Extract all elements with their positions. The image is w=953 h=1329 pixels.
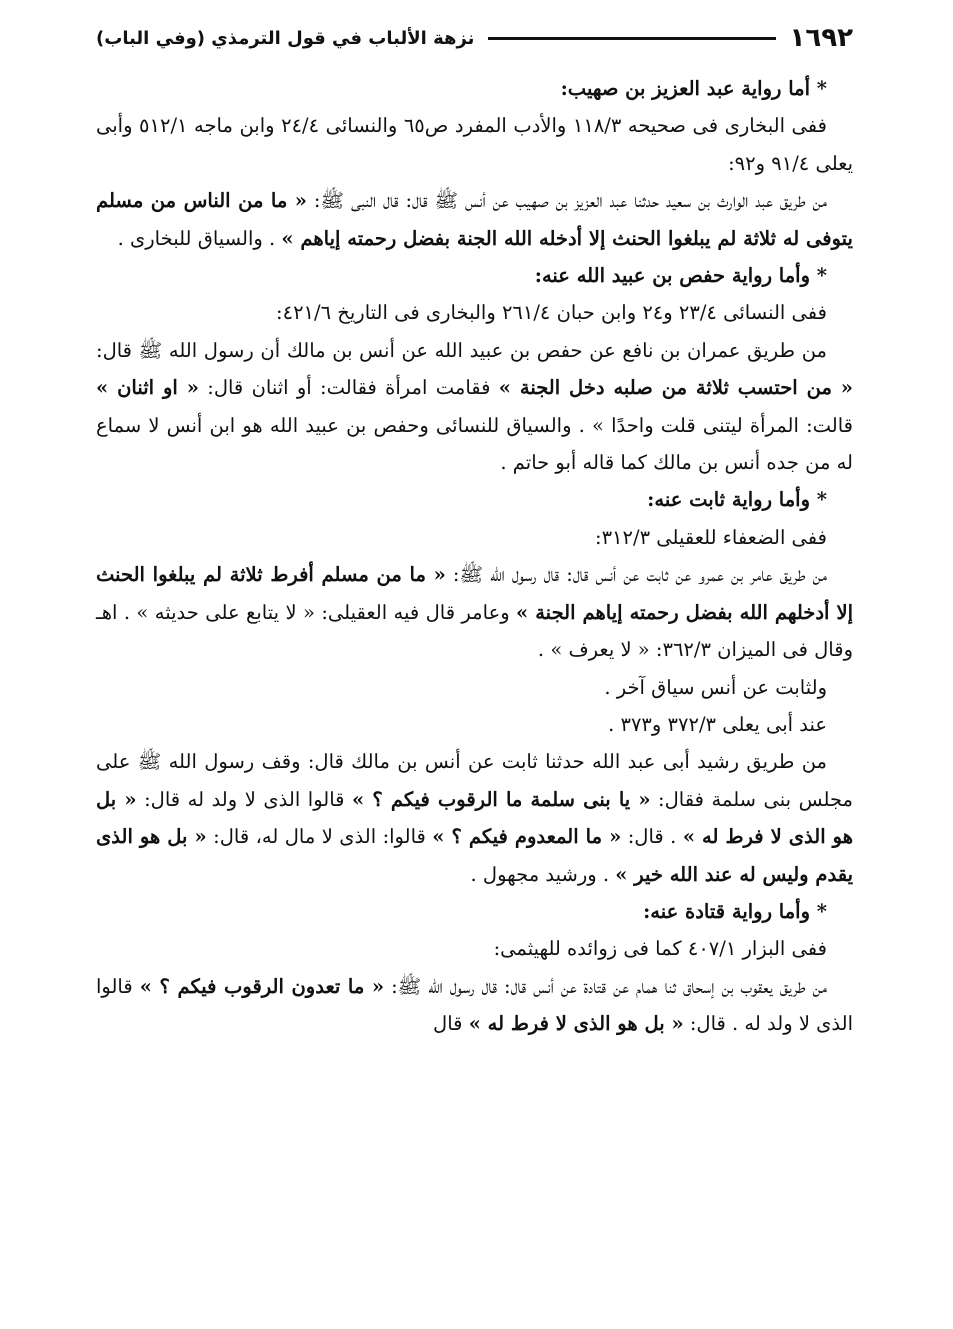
text-run: فقامت امرأة فقالت: أو اثنان قال: xyxy=(198,376,499,400)
text-run: ففى الضعفاء للعقيلى ٣١٢/٣: xyxy=(595,525,827,549)
text-run: عند أبى يعلى ٣٧٢/٣ و٣٧٣ . xyxy=(608,712,827,736)
text-run: قال xyxy=(433,1012,469,1036)
paragraph xyxy=(96,519,853,556)
paragraph xyxy=(96,968,853,1043)
text-run: من طريق رشيد أبى عبد الله حدثنا ثابت عن أنس بن مالك قال: وقف رسول الله ﷺ على مجلس بنى سلمة فقال: xyxy=(96,750,854,811)
text-run: من طريق يعقوب بن إسحاق ثنا همام عن قتادة عن أنس قال: قال رسول الله ﷺ: xyxy=(384,974,827,998)
text-run: من طريق عبد الوارث بن سعيد حدثنا عبد العزيز بن صهيب عن أنس ﷺ قال: قال النبى ﷺ: xyxy=(307,189,828,213)
hadith-quote: « ما من الناس من مسلم يتوفى له ثلاثة لم يبلغوا الحنث إلا أدخله الله الجنة بفضل رحمته إياهم » xyxy=(96,189,853,250)
section-heading: * وأما رواية قتادة عنه: xyxy=(643,899,827,923)
text-run: ولثابت عن أنس سياق آخر . xyxy=(604,675,827,699)
hadith-quote: « بل هو الذى يقدم وليس له عند الله خير » xyxy=(96,825,853,886)
paragraph xyxy=(96,669,853,706)
book-page xyxy=(96,18,853,1329)
hadith-quote: « يا بنى سلمة ما الرقوب فيكم ؟ » xyxy=(352,787,651,811)
text-run: ففى البخارى فى صحيحه ١١٨/٣ والأدب المفرد ص٦٥ والنسائى ٢٤/٤ وابن ماجه ٥١٢/١ وأبى يعلى ٩١/٤ و٩٢: xyxy=(96,114,853,175)
page-header xyxy=(96,18,853,58)
text-run: ففى النسائى ٢٣/٤ و٢٤ وابن حبان ٢٦١/٤ والبخارى فى التاريخ ٤٢١/٦: xyxy=(276,301,827,325)
hadith-quote: « بل هو الذى لا فرط له » xyxy=(468,1012,684,1036)
text-run: ففى البزار ٤٠٧/١ كما فى زوائده للهيثمى: xyxy=(493,937,827,961)
text-run: وعامر قال فيه العقيلى: « لا يتابع على حديثه » . اهـ وقال فى الميزان ٣٦٢/٣: « لا يعرف » . xyxy=(96,600,853,662)
section-heading: * وأما رواية ثابت عنه: xyxy=(647,488,827,512)
running-title: نزهة الألباب في قول الترمذي (وفي الباب) xyxy=(96,27,475,49)
hadith-quote: « او اثنان » xyxy=(96,376,199,400)
header-rule xyxy=(488,37,775,40)
paragraph xyxy=(96,556,853,668)
paragraph xyxy=(96,332,853,482)
text-run: قالوا الذى لا ولد له . قال: xyxy=(96,974,853,1036)
page-body xyxy=(96,70,853,1043)
text-run: . والسياق للبخارى . xyxy=(117,226,282,250)
section-heading: * أما رواية عبد العزيز بن صهيب: xyxy=(560,77,827,100)
hadith-quote: « ما المعدوم فيكم ؟ » xyxy=(432,825,622,849)
text-run: قالوا: الذى لا مال له، قال: xyxy=(206,825,433,849)
hadith-quote: « ما من مسلم أفرط ثلاثة لم يبلغوا الحنث إلا أدخلهم الله بفضل رحمته إياهم الجنة » xyxy=(96,563,853,624)
paragraph xyxy=(96,182,853,257)
text-run: قالت: المرأة ليتنى قلت واحدًا » . والسياق للنسائى وحفص بن عبيد الله هو ابن أنس لا سماع له من جده أنس بن مالك كما قاله أبو حاتم . xyxy=(96,413,853,475)
paragraph xyxy=(96,107,853,182)
hadith-quote: « من احتسب ثلاثة من صلبه دخل الجنة » xyxy=(498,376,853,400)
text-run: . قال: xyxy=(621,825,683,849)
text-run: قالوا الذى لا ولد له قال: xyxy=(136,787,353,811)
text-run: من طريق عمران بن نافع عن حفص بن عبيد الله عن أنس بن مالك أن رسول الله ﷺ قال: xyxy=(96,338,827,362)
section-heading: * وأما رواية حفص بن عبيد الله عنه: xyxy=(534,264,827,288)
text-run: من طريق عامر بن عمرو عن ثابت عن أنس قال: قال رسول الله ﷺ: xyxy=(445,563,827,587)
page-number: ١٦٩٢ xyxy=(789,23,853,53)
paragraph xyxy=(96,294,853,331)
text-run: . ورشيد مجهول . xyxy=(470,862,616,886)
paragraph xyxy=(96,743,853,893)
paragraph xyxy=(96,930,853,967)
paragraph xyxy=(96,706,853,743)
hadith-quote: « بل هو الذى لا فرط له » xyxy=(96,787,854,849)
hadith-quote: « ما تعدون الرقوب فيكم ؟ » xyxy=(139,974,385,998)
